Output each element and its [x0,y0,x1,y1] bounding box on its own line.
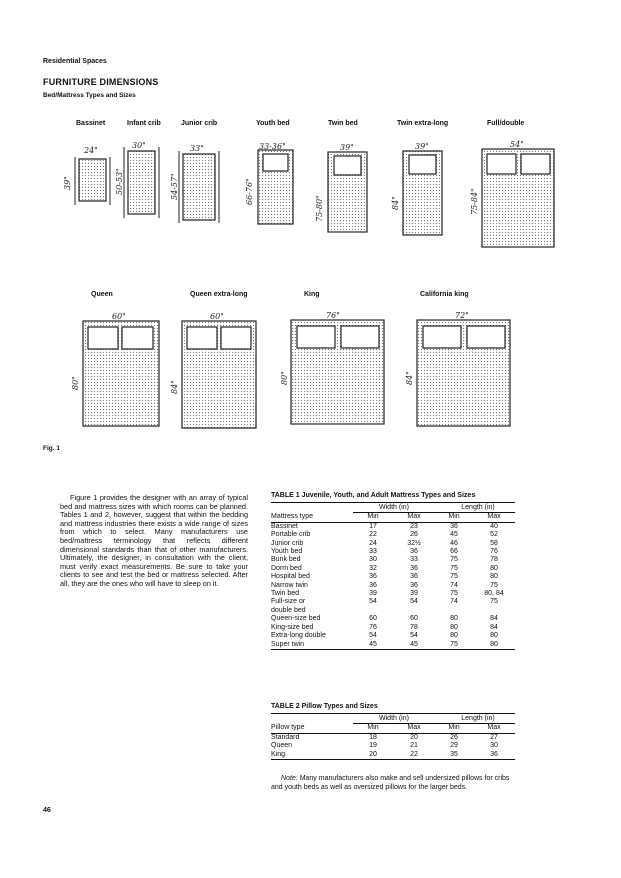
dim-width-twin-bed: 39" [340,143,354,152]
label-queen-extra-long: Queen extra-long [190,291,248,298]
cell-type: Junior crib [271,539,304,547]
cell-value: 23 [410,522,418,530]
cell-value: 29 [450,742,458,750]
cell-type: Bassinet [271,522,298,530]
cell-value: 32 [369,564,377,572]
body-paragraph: Figure 1 provides the designer with an array of typical bed and mattress sizes with which rooms can be planned. Tables 1 and 2, however, suggest that within the bedding and mattress industries there exists a wide range of sizes from which to select. Many manufacturers use bed/mattress terminology that reflects different dimensional standards than that of other manufacturers. Ultimately, the designer, in consultation with the client, must verify exact measurements. Be sure to take your clients to see and test the bed or mattress selected. After all, they are the ones who will have to sleep on it. [60,493,248,588]
cell-value: 54 [369,598,377,606]
cell-value: 75 [450,640,458,648]
table1-row [271,522,515,531]
table1-col-length-min: Min [448,513,460,521]
cell-value: 26 [450,733,458,741]
cell-value: 36 [410,564,418,572]
table1-row [271,590,515,598]
bed-bassinet [75,157,110,205]
table1-row [271,598,515,615]
label-california-king: California king [420,291,469,298]
cell-value: 75 [490,598,498,606]
table2-col-header [271,724,515,733]
cell-type: Hospital bed [271,573,310,581]
cell-value: 84 [490,615,498,623]
dim-width-queen-xl: 60" [210,312,224,321]
cell-value: 40 [490,522,498,530]
cell-value: 46 [450,539,458,547]
table2-col-width-max: Max [407,724,421,732]
table1-row [271,548,515,556]
table1-row [271,573,515,581]
dim-length-junior-crib: 54-57" [170,173,179,200]
label-infant-crib: Infant crib [127,120,161,127]
cell-value: 58 [490,539,498,547]
table2-length-header: Length (in) [435,715,515,724]
table1-row [271,615,515,623]
cell-type: Standard [271,733,300,741]
dim-width-infant-crib: 30" [132,141,146,150]
cell-value: 19 [369,742,377,750]
cell-type: Youth bed [271,548,303,556]
cell-value: 54 [410,632,418,640]
cell-value: 18 [369,733,377,741]
bed-twin-extra-long [403,151,442,235]
dim-length-infant-crib: 50-53" [115,168,124,195]
cell-value: 36 [490,750,498,758]
dim-length-youth-bed: 66-76" [245,178,254,205]
label-queen: Queen [91,291,113,298]
note-label: Note: [281,775,298,782]
table1-col-header [271,513,515,522]
cell-value: 75 [490,581,498,589]
cell-value: 45 [450,531,458,539]
bed-infant-crib [124,147,159,218]
cell-value: 80 [450,632,458,640]
cell-type: Narrow twin [271,581,308,589]
cell-value: 33 [369,548,377,556]
table1-row [271,531,515,539]
cell-value: 32½ [407,539,421,547]
cell-type: Bunk bed [271,556,301,564]
cell-value: 21 [410,742,418,750]
table1-group-header [271,504,515,513]
cell-value: 27 [490,733,498,741]
table2-top-rule [271,713,515,714]
label-full-double: Full/double [487,120,525,127]
dim-length-cal-king: 84" [405,371,414,385]
bed-queen-extra-long [182,321,256,428]
cell-value: 17 [369,522,377,530]
page-title: FURNITURE DIMENSIONS [43,77,159,87]
label-twin-bed: Twin bed [328,120,358,127]
dim-width-full: 54" [510,140,524,149]
cell-value: 26 [410,531,418,539]
table1-row [271,556,515,564]
bed-king [291,320,384,424]
cell-value: 84 [490,623,498,631]
cell-value: 36 [369,573,377,581]
bed-california-king [417,320,510,426]
table1-col-width-max: Max [407,513,421,521]
cell-value: 54 [369,632,377,640]
cell-type: Twin bed [271,590,300,598]
table1-col-width-min: Min [367,513,379,521]
cell-value: 22 [369,531,377,539]
cell-type: King [271,750,286,758]
table1-row [271,632,515,640]
cell-value: 30 [369,556,377,564]
bed-queen [83,321,159,426]
cell-type: Queen-size bed [271,615,321,623]
cell-value: 80 [490,632,498,640]
table2-title: TABLE 2 Pillow Types and Sizes [271,703,378,710]
page-subtitle: Bed/Mattress Types and Sizes [43,92,136,99]
dim-length-queen-xl: 84" [170,380,179,394]
cell-value: 80 [490,640,498,648]
cell-value: 74 [450,581,458,589]
label-youth-bed: Youth bed [256,120,290,127]
table1-row [271,565,515,573]
cell-type: Dorm bed [271,564,302,572]
cell-value: 36 [410,548,418,556]
cell-value: 36 [369,581,377,589]
dim-width-bassinet: 24" [84,146,98,155]
cell-value: 74 [450,598,458,606]
cell-type: Full-size or double bed [271,598,306,614]
cell-value: 45 [410,640,418,648]
cell-value: 80 [490,573,498,581]
table1-row [271,641,515,650]
figure-caption: Fig. 1 [43,445,60,452]
cell-value: 36 [410,581,418,589]
dim-width-king: 76" [326,311,340,320]
dim-length-twin-xl: 84" [391,196,400,210]
label-bassinet: Bassinet [76,120,106,127]
cell-value: 39 [410,590,418,598]
cell-value: 75 [450,556,458,564]
table2-width-header: Width (in) [353,715,435,724]
cell-value: 20 [369,750,377,758]
cell-value: 39 [369,590,377,598]
cell-value: 30 [490,742,498,750]
table2-group-header [271,715,515,724]
table1-width-header: Width (in) [353,504,435,513]
dim-width-junior-crib: 33" [190,144,204,153]
table1-col-type: Mattress type [271,512,314,520]
table1-row [271,582,515,590]
dim-length-king: 80" [280,371,289,385]
section-heading: Residential Spaces [43,58,107,65]
cell-value: 80 [450,623,458,631]
cell-value: 80, 84 [484,590,504,598]
table2-row [271,742,515,750]
cell-value: 80 [490,564,498,572]
cell-type: Super twin [271,640,305,648]
table2-col-type: Pillow type [271,723,305,731]
dim-width-youth-bed: 33-36" [259,142,286,151]
cell-value: 33 [410,556,418,564]
dim-width-cal-king: 72" [455,311,469,320]
dim-length-bassinet: 39" [63,176,72,190]
table1-row [271,540,515,548]
cell-value: 78 [490,556,498,564]
table1-top-rule [271,502,515,503]
cell-value: 45 [369,640,377,648]
cell-value: 54 [410,598,418,606]
cell-value: 22 [410,750,418,758]
bed-youth [258,150,293,224]
cell-value: 78 [410,623,418,631]
cell-value: 66 [450,548,458,556]
cell-value: 60 [369,615,377,623]
label-junior-crib: Junior crib [181,120,218,127]
table2-note [271,775,513,792]
cell-value: 36 [450,522,458,530]
bed-full-double [482,149,554,247]
dim-length-twin-bed: 75-80" [315,195,324,222]
label-twin-extra-long: Twin extra-long [397,120,449,127]
dim-length-queen: 80" [71,376,80,390]
table2-col-width-min: Min [367,724,379,732]
cell-value: 76 [490,548,498,556]
cell-value: 35 [450,750,458,758]
cell-value: 52 [490,531,498,539]
label-king: King [304,291,320,298]
cell-type: Portable crib [271,531,311,539]
cell-type: Queen [271,742,293,750]
cell-type: King-size bed [271,623,314,631]
table1 [271,504,515,650]
table1-row [271,624,515,632]
table1-col-length-max: Max [487,513,501,521]
cell-type: Extra-long double [271,632,326,640]
table1-title: TABLE 1 Juvenile, Youth, and Adult Mattress Types and Sizes [271,492,476,499]
table2-col-length-max: Max [487,724,501,732]
cell-value: 75 [450,590,458,598]
dim-length-full: 75-84" [470,188,479,215]
cell-value: 76 [369,623,377,631]
dim-width-queen: 60" [112,312,126,321]
table2-row [271,751,515,760]
dim-width-twin-xl: 39" [415,142,429,151]
bed-twin [328,152,367,232]
table2-row [271,733,515,742]
cell-value: 20 [410,733,418,741]
cell-value: 36 [410,573,418,581]
bed-junior-crib [179,151,219,223]
table1-length-header: Length (in) [435,504,515,513]
cell-value: 75 [450,564,458,572]
cell-value: 60 [410,615,418,623]
cell-value: 75 [450,573,458,581]
table2-col-length-min: Min [448,724,460,732]
table2 [271,715,515,760]
page-number: 46 [43,807,51,814]
note-text: Many manufacturers also make and sell undersized pillows for cribs and youth beds as well as oversized pillows for the larger beds. [271,775,510,791]
cell-value: 80 [450,615,458,623]
cell-value: 24 [369,539,377,547]
